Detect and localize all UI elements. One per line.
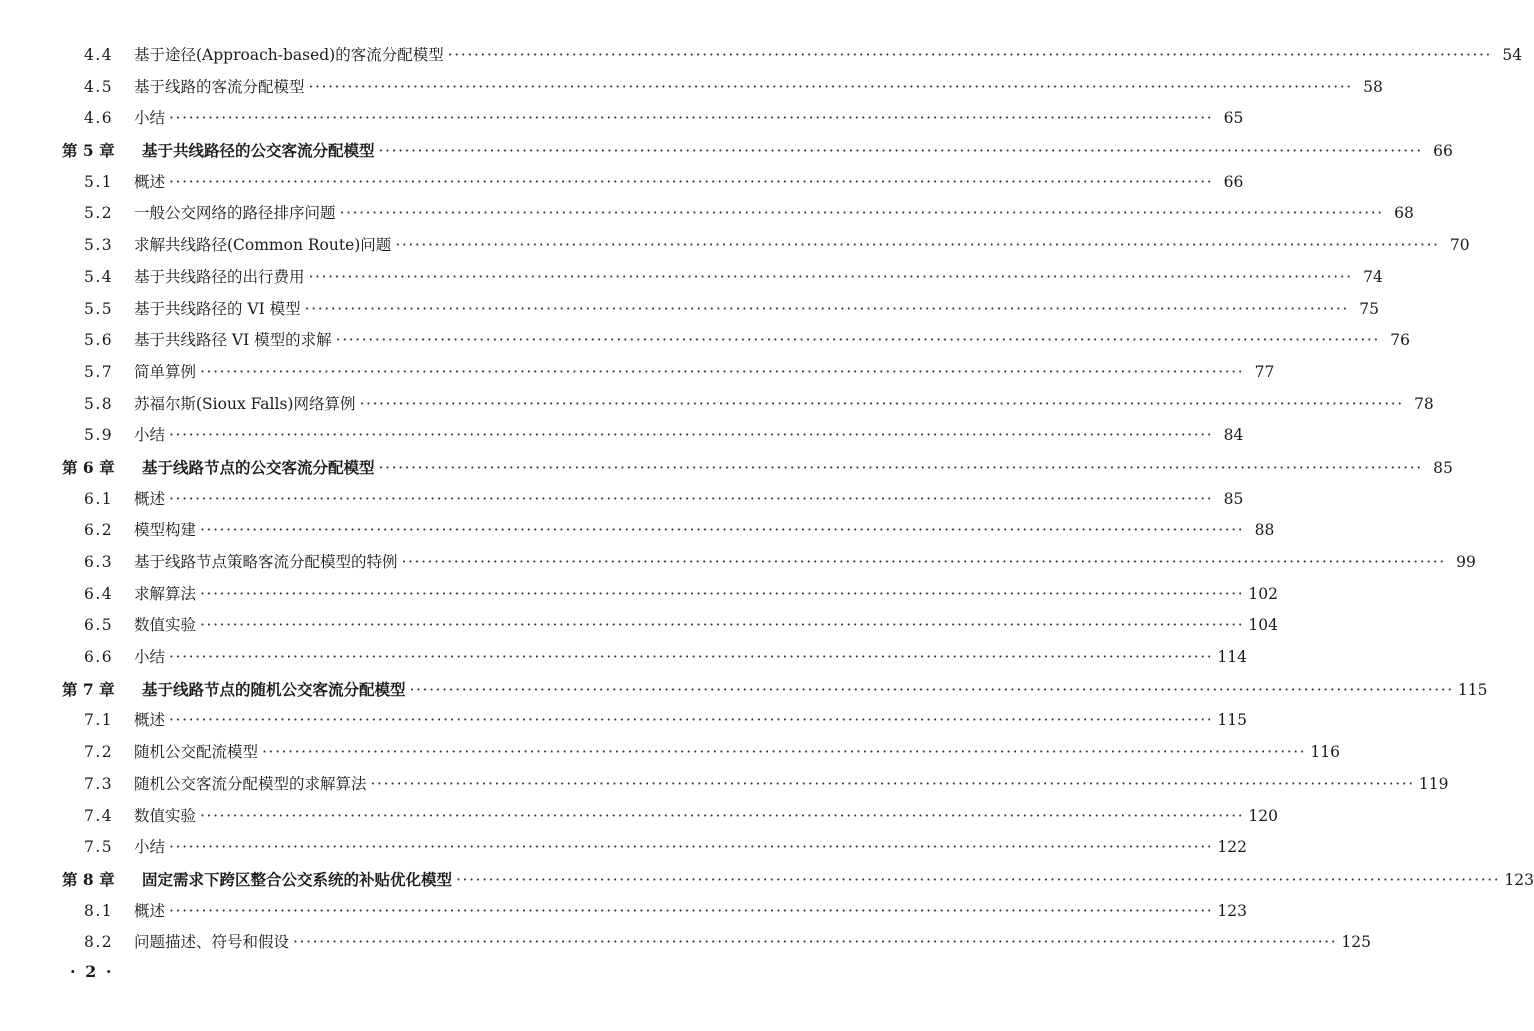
toc-section-entry[interactable] [62, 72, 1383, 104]
toc-entry-page: 116 [1310, 743, 1340, 762]
toc-entry-page: 78 [1414, 394, 1434, 413]
toc-section-entry[interactable] [62, 103, 1244, 135]
toc-section-entry[interactable] [62, 610, 1278, 642]
toc-entry-page: 77 [1254, 362, 1275, 381]
toc-entry-page: 68 [1394, 204, 1414, 223]
toc-entry-title: 基于线路节点策略客流分配模型的特例 [134, 553, 398, 571]
dot-leader [395, 230, 1439, 262]
toc-entry-number: 第 8 章 [62, 869, 115, 889]
toc-section-entry[interactable] [62, 801, 1278, 833]
toc-chapter-entry[interactable] [62, 674, 1488, 706]
toc-entry-title: 基于共线路径的 VI 模型 [134, 299, 301, 318]
dot-leader [336, 325, 1380, 357]
toc-entry-number: 第 7 章 [62, 679, 115, 699]
toc-entry-title: 随机公交配流模型 [134, 743, 259, 762]
toc-section-entry[interactable] [62, 547, 1476, 579]
toc-entry-page: 115 [1217, 711, 1247, 730]
toc-entry-title: 概述 [134, 172, 166, 191]
toc-entry-number: 5.6 [84, 331, 114, 350]
toc-entry-number: 5.2 [84, 204, 114, 223]
toc-entry-title: 苏福尔斯(Sioux Falls)网络算例 [134, 394, 356, 413]
toc-entry-number: 5.3 [84, 236, 114, 255]
toc-entry-title: 小结 [134, 426, 166, 445]
page-number: · 2 · [70, 962, 114, 981]
toc-entry-number: 8.1 [84, 901, 114, 920]
toc-entry-number: 6.2 [84, 521, 114, 540]
dot-leader [340, 198, 1384, 230]
dot-leader [169, 705, 1213, 737]
toc-entry-title: 概述 [134, 711, 166, 730]
toc-entry-page: 74 [1363, 267, 1383, 286]
toc-entry-page: 123 [1217, 901, 1247, 920]
toc-entry-page: 125 [1341, 933, 1371, 952]
toc-entry-number: 7.1 [84, 711, 114, 730]
toc-section-entry[interactable] [62, 420, 1244, 452]
toc-section-entry[interactable] [62, 737, 1340, 769]
dot-leader [200, 357, 1244, 389]
toc-entry-number: 5.1 [84, 172, 114, 191]
dot-leader [371, 769, 1415, 801]
toc-entry-title: 基于线路节点的随机公交客流分配模型 [142, 679, 406, 699]
toc-entry-page: 115 [1457, 680, 1488, 699]
toc-entry-page: 75 [1359, 299, 1379, 318]
toc-section-entry[interactable] [62, 230, 1470, 262]
toc-section-entry[interactable] [62, 896, 1247, 928]
toc-entry-page: 84 [1223, 426, 1244, 445]
toc-entry-number: 5.8 [84, 394, 114, 413]
toc-entry-title: 概述 [134, 489, 166, 508]
toc-entry-page: 119 [1418, 774, 1449, 793]
toc-section-entry[interactable] [62, 484, 1244, 516]
toc-entry-page: 122 [1217, 838, 1247, 857]
dot-leader [200, 610, 1244, 642]
toc-entry-number: 5.7 [84, 362, 114, 381]
toc-entry-page: 54 [1502, 46, 1523, 64]
toc-entry-page: 66 [1433, 142, 1453, 161]
toc-entry-title: 求解算法 [134, 584, 197, 603]
toc-entry-title: 基于线路节点的公交客流分配模型 [142, 457, 375, 477]
toc-entry-number: 第 6 章 [62, 457, 115, 477]
toc-entry-title: 一般公交网络的路径排序问题 [134, 204, 336, 223]
toc-entry-number: 第 5 章 [62, 141, 115, 161]
toc-section-entry[interactable] [62, 167, 1244, 199]
toc-entry-page: 104 [1248, 616, 1278, 635]
toc-section-entry[interactable] [62, 515, 1275, 547]
toc-entry-title: 模型构建 [134, 521, 197, 540]
toc-entry-number: 4.4 [84, 46, 114, 64]
toc-entry-page: 99 [1456, 553, 1476, 571]
toc-entry-number: 7.3 [84, 774, 114, 793]
dot-leader [379, 453, 1423, 485]
toc-section-entry[interactable] [62, 769, 1449, 801]
dot-leader [359, 389, 1403, 421]
toc-entry-title: 基于共线路径的出行费用 [134, 267, 305, 286]
dot-leader [200, 579, 1244, 611]
toc-entry-number: 6.4 [84, 584, 114, 603]
toc-entry-number: 4.5 [84, 77, 114, 96]
dot-leader [309, 262, 1353, 294]
toc-entry-title: 简单算例 [134, 362, 197, 381]
toc-chapter-entry[interactable] [62, 864, 1534, 896]
dot-leader [169, 420, 1213, 452]
dot-leader [169, 484, 1213, 516]
toc-entry-page: 114 [1217, 648, 1247, 667]
toc-entry-number: 5.9 [84, 426, 114, 445]
dot-leader [200, 801, 1244, 833]
dot-leader [169, 642, 1213, 674]
toc-entry-page: 123 [1504, 870, 1534, 889]
toc-entry-page: 85 [1223, 489, 1244, 508]
toc-entry-number: 7.4 [84, 806, 114, 825]
toc-section-entry[interactable] [62, 294, 1379, 326]
toc-entry-number: 6.3 [84, 553, 114, 571]
toc-section-entry[interactable] [62, 642, 1247, 674]
toc-section-entry[interactable] [62, 705, 1247, 737]
toc-entry-title: 基于共线路径 VI 模型的求解 [134, 331, 332, 350]
toc-entry-title: 数值实验 [134, 806, 197, 825]
toc-section-entry[interactable] [62, 262, 1383, 294]
dot-leader [379, 136, 1423, 168]
toc-chapter-entry[interactable] [62, 135, 1453, 167]
dot-leader [200, 515, 1244, 547]
toc-entry-title: 基于途径(Approach-based)的客流分配模型 [134, 46, 444, 64]
dot-leader [169, 832, 1213, 864]
toc-entry-title: 求解共线路径(Common Route)问题 [134, 236, 392, 255]
toc-section-entry[interactable] [62, 40, 1523, 72]
toc-chapter-entry[interactable] [62, 452, 1453, 484]
dot-leader [262, 737, 1306, 769]
toc-entry-page: 102 [1248, 584, 1278, 603]
dot-leader [456, 865, 1500, 897]
toc-entry-number: 4.6 [84, 109, 114, 128]
toc-entry-title: 小结 [134, 109, 166, 128]
toc-entry-title: 概述 [134, 901, 166, 920]
toc-entry-number: 7.5 [84, 838, 114, 857]
dot-leader [410, 675, 1454, 707]
toc-entry-page: 85 [1433, 458, 1453, 477]
toc-entry-page: 88 [1254, 521, 1275, 540]
toc-entry-title: 数值实验 [134, 616, 197, 635]
toc-entry-number: 5.5 [84, 299, 114, 318]
toc-entry-page: 76 [1390, 331, 1410, 350]
toc-section-entry[interactable] [62, 579, 1278, 611]
toc-entry-number: 6.6 [84, 648, 114, 667]
dot-leader [309, 72, 1353, 104]
dot-leader [293, 927, 1337, 959]
toc-section-entry[interactable] [62, 198, 1414, 230]
toc-entry-page: 120 [1248, 806, 1278, 825]
dot-leader [448, 40, 1492, 72]
toc-entry-title: 基于线路的客流分配模型 [134, 77, 305, 96]
toc-entry-page: 65 [1223, 109, 1244, 128]
toc-entry-title: 基于共线路径的公交客流分配模型 [142, 141, 375, 161]
toc-section-entry[interactable] [62, 927, 1371, 959]
toc-entry-number: 6.1 [84, 489, 114, 508]
toc-entry-page: 58 [1363, 77, 1383, 96]
toc-entry-title: 小结 [134, 648, 166, 667]
dot-leader [169, 167, 1213, 199]
toc-entry-title: 固定需求下跨区整合公交系统的补贴优化模型 [142, 869, 453, 889]
dot-leader [169, 896, 1213, 928]
toc-entry-title: 随机公交客流分配模型的求解算法 [134, 774, 367, 793]
toc-entry-number: 8.2 [84, 933, 114, 952]
toc-entry-number: 7.2 [84, 743, 114, 762]
toc-entry-number: 6.5 [84, 616, 114, 635]
dot-leader [169, 103, 1213, 135]
dot-leader [402, 547, 1446, 579]
toc-entry-number: 5.4 [84, 267, 114, 286]
toc-section-entry[interactable] [62, 357, 1275, 389]
table-of-contents [62, 40, 1534, 959]
toc-entry-page: 66 [1223, 172, 1244, 191]
toc-section-entry[interactable] [62, 389, 1434, 421]
dot-leader [305, 294, 1349, 326]
toc-section-entry[interactable] [62, 325, 1410, 357]
toc-section-entry[interactable] [62, 832, 1247, 864]
toc-entry-title: 问题描述、符号和假设 [134, 933, 290, 952]
toc-entry-title: 小结 [134, 838, 166, 857]
toc-entry-page: 70 [1449, 236, 1470, 255]
